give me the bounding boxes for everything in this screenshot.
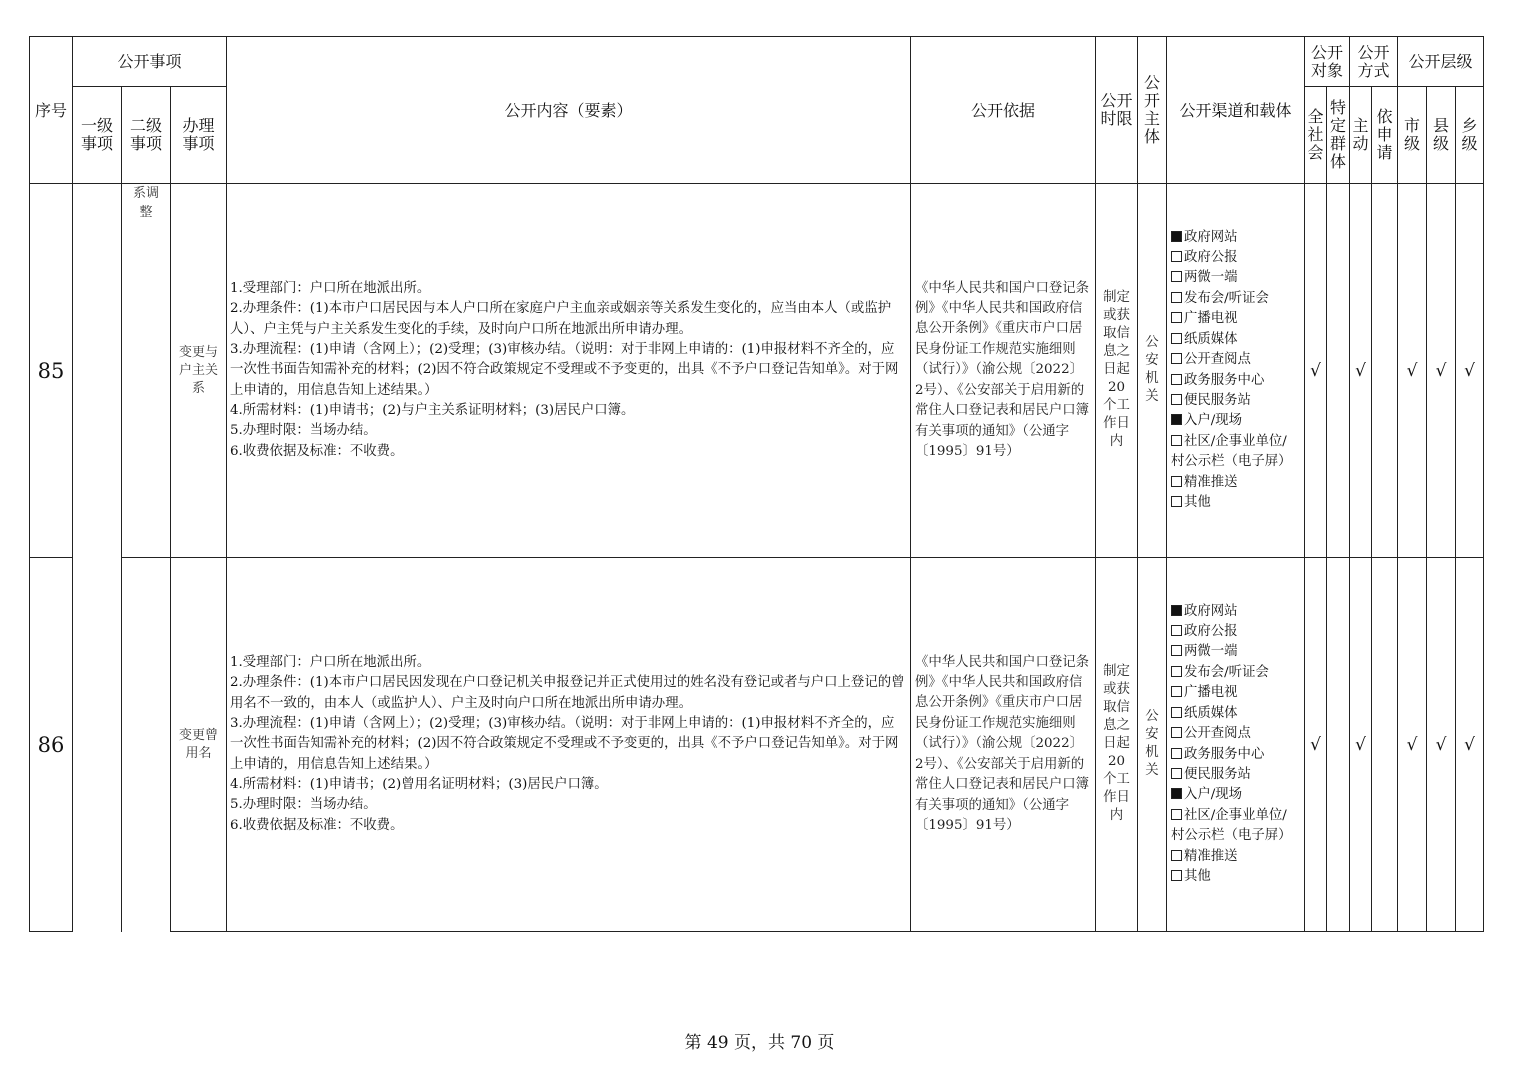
channel-item xyxy=(1171,724,1300,744)
channel-list xyxy=(1171,228,1300,514)
unchecked-box-icon xyxy=(1171,748,1182,759)
header-subject: 公开主体 xyxy=(1138,37,1167,184)
unchecked-box-icon xyxy=(1171,625,1182,636)
header-method-active: 主动 xyxy=(1350,87,1372,184)
header-level: 公开层级 xyxy=(1398,37,1484,87)
channel-label: 精准推送 xyxy=(1184,848,1238,864)
channel-label: 其他 xyxy=(1184,494,1211,510)
channel-item xyxy=(1171,391,1300,411)
channel-label: 精准推送 xyxy=(1184,474,1238,490)
row-subject: 公安机关 xyxy=(1138,184,1167,558)
row-basis: 《中华人民共和国户口登记条例》《中华人民共和国政府信息公开条例》《重庆市户口居民身份证工作规范实施细则（试行）》（渝公规〔2022〕2号）、《公安部关于启用新的常住人口登记表和居民户口簿有关事项的通知》（公通字〔1995〕91号） xyxy=(911,558,1096,932)
row-target-all: √ xyxy=(1305,184,1327,558)
disclosure-table xyxy=(29,36,1484,932)
row-content: 1.受理部门：户口所在地派出所。 2.办理条件：(1)本市户口居民因与本人户口所在家庭户户主血亲或姻亲等关系发生变化的，应当由本人（或监护人）、户主凭与户主关系发生变化的手续，及时向户口所在地派出所申请办理。 3.办理流程：(1)申请（含网上）；(2)受理；(3)审核办结。（说明：对于非网上申请的：(1)申报材料不齐全的，应一次性书面告知需补充的材料；(2)因不符合政策规定不受理或不予变更的，出具《不予户口登记告知单》。对于网上申请的，用信息告知上述结果。） 4.所需材料：(1)申请书；(2)与户主关系证明材料；(3)居民户口簿。 5.办理时限：当场办结。 6.收费依据及标准：不收费。 xyxy=(227,184,911,558)
header-matters: 公开事项 xyxy=(73,37,227,87)
channel-item xyxy=(1171,228,1300,248)
channel-item xyxy=(1171,867,1300,887)
header-target-specific: 特定群体 xyxy=(1327,87,1350,184)
channel-label: 政务服务中心 xyxy=(1184,372,1265,388)
row-target-specific xyxy=(1327,558,1350,932)
channel-label: 公开查阅点 xyxy=(1184,352,1251,368)
unchecked-box-icon xyxy=(1171,251,1182,262)
channel-item xyxy=(1171,289,1300,309)
channel-label: 广播电视 xyxy=(1184,311,1238,327)
row-basis: 《中华人民共和国户口登记条例》《中华人民共和国政府信息公开条例》《重庆市户口居民身份证工作规范实施细则（试行）》（渝公规〔2022〕2号）、《公安部关于启用新的常住人口登记表和居民户口簿有关事项的通知》（公通字〔1995〕91号） xyxy=(911,184,1096,558)
channel-item xyxy=(1171,411,1300,431)
channel-label: 两微一端 xyxy=(1184,644,1238,660)
header-level-town: 乡级 xyxy=(1456,87,1484,184)
row-level-county: √ xyxy=(1427,184,1456,558)
channel-item xyxy=(1171,622,1300,642)
channel-label: 纸质媒体 xyxy=(1184,331,1238,347)
page-footer: 第 49 页，共 70 页 xyxy=(684,1033,835,1053)
channel-item xyxy=(1171,473,1300,493)
unchecked-box-icon xyxy=(1171,333,1182,344)
unchecked-box-icon xyxy=(1171,394,1182,405)
channel-item xyxy=(1171,371,1300,391)
unchecked-box-icon xyxy=(1171,666,1182,677)
table-row xyxy=(30,184,1484,558)
unchecked-box-icon xyxy=(1171,476,1182,487)
row-channels xyxy=(1167,558,1305,932)
row-time-limit: 制定或获取信息之日起20个工作日内 xyxy=(1096,184,1138,558)
row-time-limit: 制定或获取信息之日起20个工作日内 xyxy=(1096,558,1138,932)
header-channel: 公开渠道和载体 xyxy=(1167,37,1305,184)
channel-label: 政务服务中心 xyxy=(1184,746,1265,762)
unchecked-box-icon xyxy=(1171,374,1182,385)
checked-box-icon xyxy=(1171,414,1182,425)
row-seq: 85 xyxy=(30,184,73,558)
row-level-county: √ xyxy=(1427,558,1456,932)
table-row xyxy=(30,558,1484,932)
unchecked-box-icon xyxy=(1171,353,1182,364)
channel-item xyxy=(1171,493,1300,513)
header-level-city: 市级 xyxy=(1398,87,1427,184)
row-method-apply xyxy=(1372,184,1398,558)
row-method-apply xyxy=(1372,558,1398,932)
unchecked-box-icon xyxy=(1171,727,1182,738)
header-handling: 办理事项 xyxy=(171,87,227,184)
channel-item xyxy=(1171,248,1300,268)
channel-label: 广播电视 xyxy=(1184,685,1238,701)
channel-item xyxy=(1171,847,1300,867)
unchecked-box-icon xyxy=(1171,870,1182,881)
header-method-apply: 依申请 xyxy=(1372,87,1398,184)
header-seq: 序号 xyxy=(30,37,73,184)
row-handling: 变更曾用名 xyxy=(171,558,227,932)
row-level2 xyxy=(122,558,171,932)
header-level2: 二级事项 xyxy=(122,87,171,184)
checked-box-icon xyxy=(1171,605,1182,616)
channel-label: 社区/企事业单位/村公示栏（电子屏） xyxy=(1171,807,1292,844)
row-level-city: √ xyxy=(1398,558,1427,932)
row-channels xyxy=(1167,184,1305,558)
checked-box-icon xyxy=(1171,788,1182,799)
unchecked-box-icon xyxy=(1171,707,1182,718)
channel-label: 公开查阅点 xyxy=(1184,726,1251,742)
row-seq: 86 xyxy=(30,558,73,932)
row-level-town: √ xyxy=(1456,184,1484,558)
unchecked-box-icon xyxy=(1171,271,1182,282)
channel-item xyxy=(1171,704,1300,724)
row-method-active: √ xyxy=(1350,558,1372,932)
channel-label: 政府公报 xyxy=(1184,624,1238,640)
channel-item xyxy=(1171,683,1300,703)
channel-label: 两微一端 xyxy=(1184,270,1238,286)
unchecked-box-icon xyxy=(1171,809,1182,820)
row-level1 xyxy=(73,184,122,932)
row-target-all: √ xyxy=(1305,558,1327,932)
row-target-specific xyxy=(1327,184,1350,558)
row-level-city: √ xyxy=(1398,184,1427,558)
unchecked-box-icon xyxy=(1171,292,1182,303)
unchecked-box-icon xyxy=(1171,496,1182,507)
channel-label: 政府网站 xyxy=(1184,603,1238,619)
channel-item xyxy=(1171,663,1300,683)
channel-item xyxy=(1171,602,1300,622)
channel-label: 便民服务站 xyxy=(1184,392,1251,408)
channel-label: 政府网站 xyxy=(1184,229,1238,245)
channel-label: 入户/现场 xyxy=(1184,787,1243,803)
channel-label: 入户/现场 xyxy=(1184,413,1243,429)
header-basis: 公开依据 xyxy=(911,37,1096,184)
channel-item xyxy=(1171,642,1300,662)
unchecked-box-icon xyxy=(1171,768,1182,779)
channel-item xyxy=(1171,745,1300,765)
row-method-active: √ xyxy=(1350,184,1372,558)
unchecked-box-icon xyxy=(1171,435,1182,446)
channel-item xyxy=(1171,330,1300,350)
channel-item xyxy=(1171,268,1300,288)
channel-label: 其他 xyxy=(1184,868,1211,884)
channel-item xyxy=(1171,785,1300,805)
channel-item xyxy=(1171,432,1300,473)
channel-label: 发布会/听证会 xyxy=(1184,664,1269,680)
header-content: 公开内容（要素） xyxy=(227,37,911,184)
unchecked-box-icon xyxy=(1171,686,1182,697)
header-level1: 一级事项 xyxy=(73,87,122,184)
channel-label: 纸质媒体 xyxy=(1184,705,1238,721)
row-level-town: √ xyxy=(1456,558,1484,932)
row-content: 1.受理部门：户口所在地派出所。 2.办理条件：(1)本市户口居民因发现在户口登记机关申报登记并正式使用过的姓名没有登记或者与户口上登记的曾用名不一致的，由本人（或监护人）、户主及时向户口所在地派出所申请办理。 3.办理流程：(1)申请（含网上）；(2)受理；(3)审核办结。（说明：对于非网上申请的：(1)申报材料不齐全的，应一次性书面告知需补充的材料；(2)因不符合政策规定不受理或不予变更的，出具《不予户口登记告知单》。对于网上申请的，用信息告知上述结果。） 4.所需材料：(1)申请书；(2)曾用名证明材料；(3)居民户口簿。 5.办理时限：当场办结。 6.收费依据及标准：不收费。 xyxy=(227,558,911,932)
channel-label: 便民服务站 xyxy=(1184,766,1251,782)
channel-label: 发布会/听证会 xyxy=(1184,290,1269,306)
header-target: 公开对象 xyxy=(1305,37,1350,87)
row-subject: 公安机关 xyxy=(1138,558,1167,932)
checked-box-icon xyxy=(1171,231,1182,242)
row-handling: 变更与户主关系 xyxy=(171,184,227,558)
header-method: 公开方式 xyxy=(1350,37,1398,87)
unchecked-box-icon xyxy=(1171,645,1182,656)
header-time-limit: 公开时限 xyxy=(1096,37,1138,184)
channel-label: 社区/企事业单位/村公示栏（电子屏） xyxy=(1171,433,1292,470)
channel-item xyxy=(1171,806,1300,847)
channel-item xyxy=(1171,309,1300,329)
channel-item xyxy=(1171,350,1300,370)
channel-label: 政府公报 xyxy=(1184,250,1238,266)
row-level2: 系调整 xyxy=(122,184,171,558)
unchecked-box-icon xyxy=(1171,850,1182,861)
unchecked-box-icon xyxy=(1171,312,1182,323)
channel-item xyxy=(1171,765,1300,785)
header-target-all: 全社会 xyxy=(1305,87,1327,184)
channel-list xyxy=(1171,602,1300,888)
header-level-county: 县级 xyxy=(1427,87,1456,184)
